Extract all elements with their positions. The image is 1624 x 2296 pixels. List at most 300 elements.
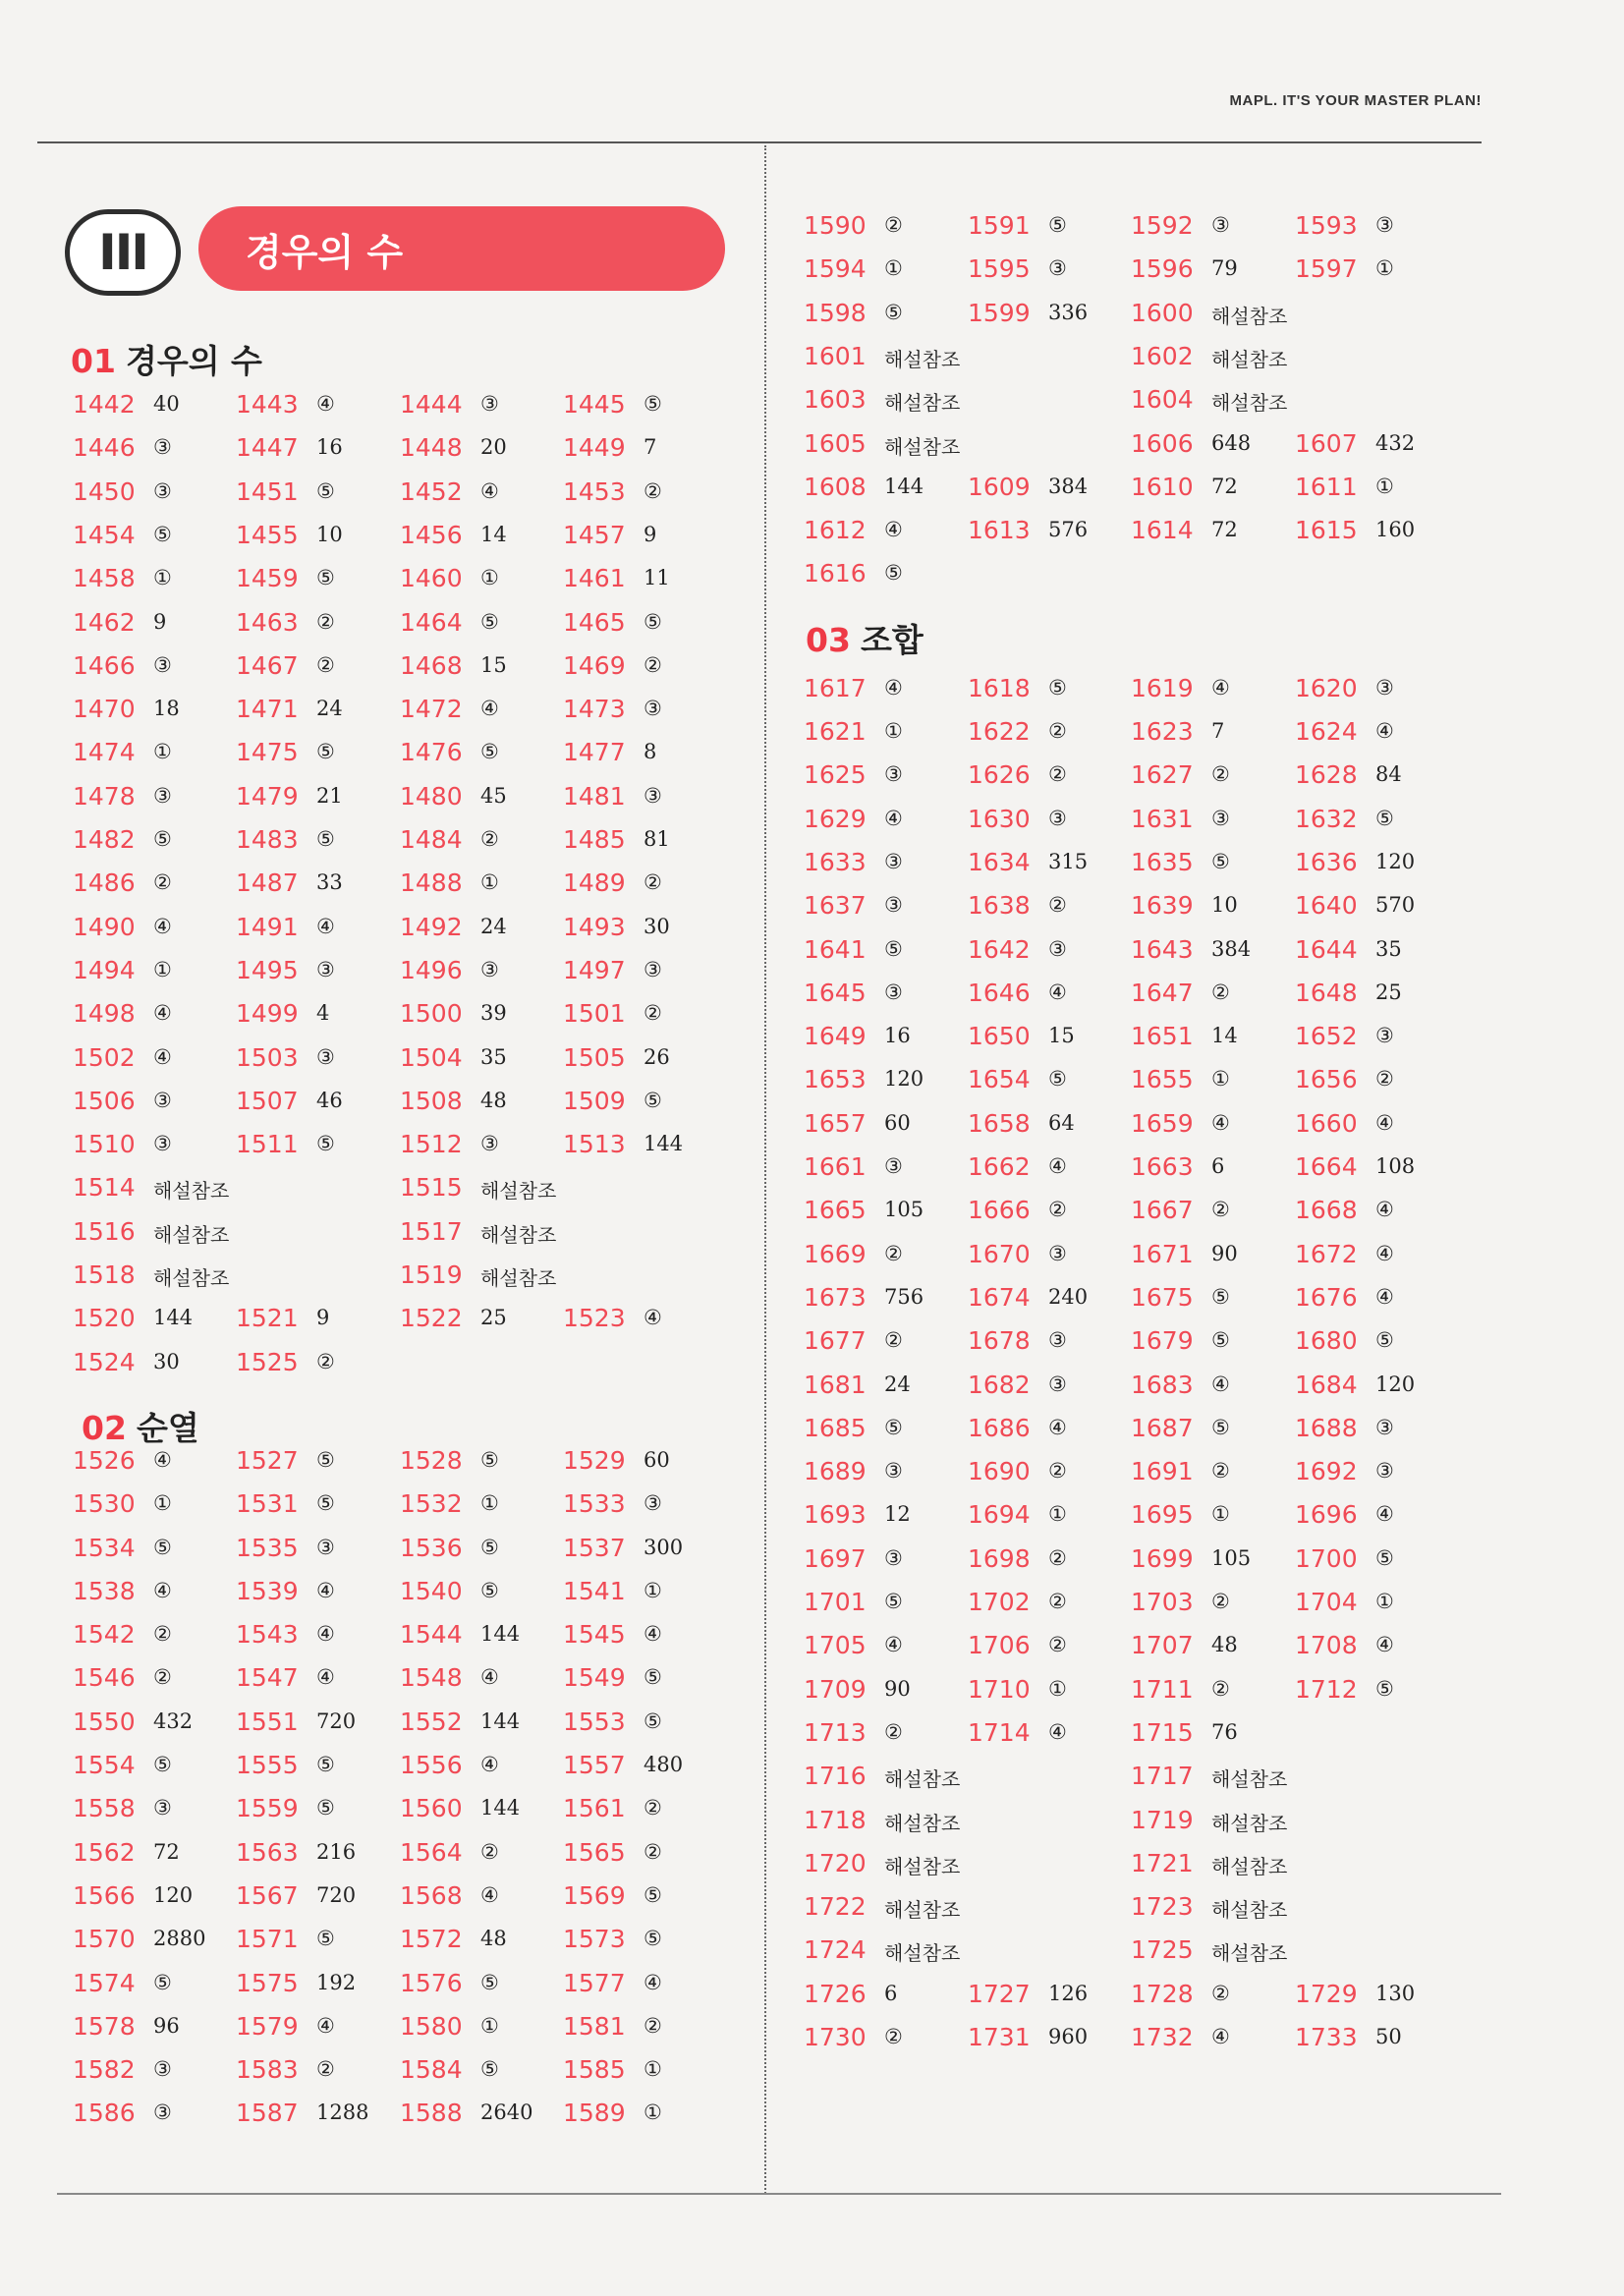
bottom-rule	[57, 2193, 1501, 2195]
answer-value: ②	[1048, 1633, 1067, 1657]
question-number: 1495	[236, 955, 299, 984]
answer-value: ②	[1375, 1067, 1394, 1092]
question-number: 1635	[1131, 847, 1194, 876]
answer-value: 50	[1375, 2025, 1402, 2048]
question-number: 1519	[400, 1260, 463, 1289]
question-number: 1457	[563, 520, 626, 549]
answer-value: 4	[316, 1001, 330, 1026]
answer-value: 108	[1375, 1154, 1416, 1178]
answer-value: ⑤	[153, 1753, 172, 1776]
answer-value: 15	[480, 652, 507, 677]
question-number: 1638	[968, 891, 1031, 921]
question-number: 1682	[968, 1370, 1031, 1399]
question-number: 1539	[236, 1576, 299, 1605]
question-number: 1636	[1295, 847, 1358, 876]
question-number: 1584	[400, 2055, 463, 2085]
question-number: 1617	[804, 673, 867, 702]
answer-value: ③	[1375, 213, 1394, 237]
answer-value: 6	[884, 1981, 898, 2005]
section-name: 경우의 수	[125, 342, 262, 380]
answer-value: 해설참조	[1211, 1941, 1288, 1966]
question-number: 1692	[1295, 1457, 1358, 1486]
answer-value: 39	[480, 1001, 507, 1026]
question-number: 1626	[968, 760, 1031, 790]
answer-value: 46	[316, 1088, 343, 1112]
answer-value: ②	[1048, 1459, 1067, 1484]
question-number: 1630	[968, 804, 1031, 833]
answer-value: ④	[153, 1578, 172, 1602]
question-number: 1689	[804, 1457, 867, 1486]
answer-value: 90	[884, 1676, 911, 1701]
question-number: 1622	[968, 717, 1031, 746]
answer-value: ⑤	[884, 936, 903, 961]
answer-value: ⑤	[480, 1535, 499, 1559]
question-number: 1490	[73, 912, 136, 941]
answer-value: 10	[316, 522, 343, 546]
question-number: 1520	[73, 1304, 136, 1333]
question-number: 1605	[804, 428, 867, 458]
question-number: 1523	[563, 1304, 626, 1333]
answer-value: ④	[316, 2013, 335, 2038]
answer-value: ②	[1048, 719, 1067, 743]
answer-value: ③	[153, 783, 172, 808]
answer-value: ⑤	[153, 1535, 172, 1559]
answer-value: ③	[480, 957, 499, 981]
question-number: 1459	[236, 564, 299, 593]
answer-value: ④	[1211, 1372, 1230, 1396]
question-number: 1582	[73, 2055, 136, 2085]
question-number: 1491	[236, 912, 299, 941]
question-number: 1721	[1131, 1848, 1194, 1877]
answer-value: 35	[480, 1044, 507, 1069]
answer-value: ③	[153, 435, 172, 460]
answer-value: 14	[1211, 1024, 1238, 1048]
answer-value: ③	[1048, 1328, 1067, 1353]
question-number: 1710	[968, 1674, 1031, 1704]
question-number: 1664	[1295, 1152, 1358, 1181]
question-number: 1681	[804, 1370, 867, 1399]
question-number: 1460	[400, 564, 463, 593]
answer-value: ④	[1375, 1198, 1394, 1222]
question-number: 1673	[804, 1282, 867, 1312]
question-number: 1588	[400, 2099, 463, 2128]
question-number: 1578	[73, 2011, 136, 2041]
answer-value: 해설참조	[1211, 304, 1288, 328]
answer-value: 48	[480, 1927, 507, 1951]
question-number: 1649	[804, 1022, 867, 1051]
answer-value: ①	[644, 2057, 662, 2082]
answer-value: 26	[644, 1044, 670, 1069]
question-number: 1494	[73, 955, 136, 984]
question-number: 1620	[1295, 673, 1358, 702]
answer-value: 45	[480, 783, 507, 808]
question-number: 1567	[236, 1880, 299, 1910]
question-number: 1481	[563, 781, 626, 811]
question-number: 1678	[968, 1326, 1031, 1356]
section-name: 순열	[136, 1409, 199, 1447]
question-number: 1503	[236, 1042, 299, 1072]
question-number: 1563	[236, 1837, 299, 1867]
question-number: 1671	[1131, 1239, 1194, 1268]
answer-value: 105	[884, 1198, 924, 1222]
answer-value: ④	[1375, 719, 1394, 743]
answer-value: 144	[153, 1306, 194, 1330]
question-number: 1447	[236, 433, 299, 463]
question-number: 1564	[400, 1837, 463, 1867]
answer-value: ③	[1211, 806, 1230, 830]
answer-value: 해설참조	[1211, 1811, 1288, 1835]
answer-value: 72	[1211, 518, 1238, 542]
answer-value: ③	[1375, 1415, 1394, 1439]
question-number: 1634	[968, 847, 1031, 876]
answer-value: ④	[1375, 1633, 1394, 1657]
question-number: 1580	[400, 2011, 463, 2041]
question-number: 1487	[236, 868, 299, 898]
answer-value: ⑤	[644, 1088, 662, 1112]
question-number: 1479	[236, 781, 299, 811]
answer-value: ⑤	[316, 827, 335, 851]
question-number: 1669	[804, 1239, 867, 1268]
question-number: 1647	[1131, 978, 1194, 1007]
question-number: 1611	[1295, 472, 1358, 501]
answer-value: 25	[480, 1306, 507, 1330]
answer-value: ②	[644, 652, 662, 677]
answer-value: ②	[1211, 1459, 1230, 1484]
answer-value: 해설참조	[1211, 347, 1288, 371]
question-number: 1715	[1131, 1717, 1194, 1747]
question-number: 1469	[563, 650, 626, 680]
answer-value: 432	[1375, 430, 1416, 455]
answer-value: ③	[153, 652, 172, 677]
question-number: 1680	[1295, 1326, 1358, 1356]
answer-value: ③	[480, 392, 499, 416]
question-number: 1600	[1131, 298, 1194, 327]
answer-value: 72	[1211, 474, 1238, 498]
answer-value: 21	[316, 783, 343, 808]
question-number: 1599	[968, 298, 1031, 327]
question-number: 1566	[73, 1880, 136, 1910]
answer-value: 144	[480, 1622, 521, 1647]
answer-value: ①	[884, 719, 903, 743]
answer-value: ②	[884, 2025, 903, 2048]
answer-value: 432	[153, 1708, 194, 1733]
question-number: 1513	[563, 1130, 626, 1159]
question-number: 1701	[804, 1588, 867, 1616]
question-number: 1668	[1295, 1196, 1358, 1225]
question-number: 1501	[563, 999, 626, 1029]
answer-value: 384	[1211, 936, 1252, 961]
question-number: 1551	[236, 1707, 299, 1736]
section-number: 02	[82, 1409, 127, 1447]
answer-value: ③	[316, 1535, 335, 1559]
question-number: 1732	[1131, 2023, 1194, 2051]
question-number: 1527	[236, 1445, 299, 1475]
answer-value: ②	[644, 1839, 662, 1864]
answer-value: ⑤	[1375, 1545, 1394, 1570]
question-number: 1545	[563, 1620, 626, 1650]
answer-value: 해설참조	[1211, 391, 1288, 416]
answer-value: ⑤	[644, 609, 662, 634]
answer-value: 해설참조	[153, 1179, 230, 1204]
question-number: 1633	[804, 847, 867, 876]
answer-value: ①	[153, 957, 172, 981]
answer-value: ⑤	[480, 1447, 499, 1472]
answer-value: ③	[644, 1491, 662, 1516]
question-number: 1722	[804, 1892, 867, 1922]
running-header: MAPL. IT'S YOUR MASTER PLAN!	[1229, 92, 1482, 109]
question-number: 1502	[73, 1042, 136, 1072]
answer-value: ⑤	[1211, 1415, 1230, 1439]
answer-value: 105	[1211, 1545, 1252, 1570]
answer-value: ③	[480, 1132, 499, 1156]
question-number: 1654	[968, 1065, 1031, 1094]
answer-value: ②	[1211, 1590, 1230, 1613]
answer-value: ⑤	[884, 561, 903, 586]
section-title-01	[71, 336, 262, 382]
question-number: 1508	[400, 1086, 463, 1115]
question-number: 1598	[804, 298, 867, 327]
question-number: 1538	[73, 1576, 136, 1605]
question-number: 1462	[73, 607, 136, 637]
question-number: 1643	[1131, 934, 1194, 964]
question-number: 1677	[804, 1326, 867, 1356]
question-number: 1467	[236, 650, 299, 680]
answer-value: 24	[884, 1372, 911, 1396]
question-number: 1444	[400, 390, 463, 419]
question-number: 1529	[563, 1445, 626, 1475]
question-number: 1590	[804, 211, 867, 240]
question-number: 1500	[400, 999, 463, 1029]
question-number: 1717	[1131, 1762, 1194, 1791]
question-number: 1525	[236, 1347, 299, 1376]
question-number: 1707	[1131, 1631, 1194, 1660]
question-number: 1587	[236, 2099, 299, 2128]
question-number: 1556	[400, 1751, 463, 1779]
question-number: 1518	[73, 1260, 136, 1289]
question-number: 1631	[1131, 804, 1194, 833]
question-number: 1452	[400, 476, 463, 506]
answer-value: ②	[480, 827, 499, 851]
answer-value: ④	[1048, 1154, 1067, 1178]
question-number: 1531	[236, 1489, 299, 1519]
question-number: 1686	[968, 1413, 1031, 1442]
answer-value: ⑤	[153, 1970, 172, 1994]
question-number: 1540	[400, 1576, 463, 1605]
question-number: 1603	[804, 385, 867, 415]
answer-value: ④	[480, 1665, 499, 1690]
answer-value: ⑤	[644, 392, 662, 416]
question-number: 1547	[236, 1663, 299, 1693]
question-number: 1521	[236, 1304, 299, 1333]
answer-value: ④	[644, 1306, 662, 1330]
answer-value: ①	[1375, 1590, 1394, 1613]
question-number: 1607	[1295, 428, 1358, 458]
answer-value: ⑤	[316, 478, 335, 503]
answer-value: 해설참조	[884, 1941, 961, 1966]
answer-value: ⑤	[153, 522, 172, 546]
question-number: 1475	[236, 738, 299, 767]
question-number: 1725	[1131, 1935, 1194, 1965]
question-number: 1526	[73, 1445, 136, 1475]
question-number: 1652	[1295, 1022, 1358, 1051]
answer-value: ②	[644, 478, 662, 503]
question-number: 1698	[968, 1543, 1031, 1573]
answer-value: ④	[316, 1665, 335, 1690]
answer-value: ③	[644, 697, 662, 721]
question-number: 1593	[1295, 211, 1358, 240]
question-number: 1597	[1295, 254, 1358, 284]
answer-value: ⑤	[316, 1753, 335, 1776]
question-number: 1662	[968, 1152, 1031, 1181]
question-number: 1703	[1131, 1588, 1194, 1616]
question-number: 1478	[73, 781, 136, 811]
question-number: 1699	[1131, 1543, 1194, 1573]
question-number: 1579	[236, 2011, 299, 2041]
question-number: 1559	[236, 1794, 299, 1823]
answer-value: ②	[316, 1349, 335, 1373]
question-number: 1660	[1295, 1108, 1358, 1138]
answer-value: 120	[1375, 849, 1416, 873]
section-title-03	[806, 615, 924, 661]
answer-value: ⑤	[316, 566, 335, 590]
answer-value: ②	[316, 609, 335, 634]
question-number: 1505	[563, 1042, 626, 1072]
question-number: 1684	[1295, 1370, 1358, 1399]
question-number: 1458	[73, 564, 136, 593]
answer-value: ③	[644, 957, 662, 981]
answer-value: ②	[884, 213, 903, 237]
question-number: 1591	[968, 211, 1031, 240]
question-number: 1658	[968, 1108, 1031, 1138]
answer-value: ⑤	[884, 300, 903, 324]
answer-value: 1288	[316, 2100, 369, 2125]
question-number: 1543	[236, 1620, 299, 1650]
question-number: 1687	[1131, 1413, 1194, 1442]
question-number: 1542	[73, 1620, 136, 1650]
answer-value: ⑤	[1211, 1284, 1230, 1309]
answer-value: ⑤	[480, 1578, 499, 1602]
question-number: 1589	[563, 2099, 626, 2128]
question-number: 1510	[73, 1130, 136, 1159]
answer-value: ③	[884, 1545, 903, 1570]
question-number: 1659	[1131, 1108, 1194, 1138]
answer-value: ④	[884, 1633, 903, 1657]
question-number: 1608	[804, 472, 867, 501]
question-number: 1573	[563, 1925, 626, 1954]
answer-value: ④	[480, 1882, 499, 1907]
question-number: 1558	[73, 1794, 136, 1823]
answer-value: ④	[153, 1044, 172, 1069]
answer-value: 120	[153, 1882, 194, 1907]
question-number: 1548	[400, 1663, 463, 1693]
question-number: 1705	[804, 1631, 867, 1660]
answer-value: ⑤	[884, 1415, 903, 1439]
question-number: 1528	[400, 1445, 463, 1475]
question-number: 1706	[968, 1631, 1031, 1660]
answer-value: ③	[884, 1154, 903, 1178]
answer-value: ④	[480, 697, 499, 721]
question-number: 1577	[563, 1968, 626, 1997]
answer-value: ④	[1048, 980, 1067, 1004]
question-number: 1606	[1131, 428, 1194, 458]
question-number: 1477	[563, 738, 626, 767]
question-number: 1565	[563, 1837, 626, 1867]
answer-value: 64	[1048, 1110, 1075, 1135]
question-number: 1530	[73, 1489, 136, 1519]
question-number: 1694	[968, 1500, 1031, 1530]
answer-value: ②	[1211, 1676, 1230, 1701]
answer-value: ③	[644, 783, 662, 808]
answer-value: 11	[644, 566, 670, 590]
question-number: 1561	[563, 1794, 626, 1823]
question-number: 1621	[804, 717, 867, 746]
question-number: 1604	[1131, 385, 1194, 415]
question-number: 1456	[400, 520, 463, 549]
answer-value: 30	[153, 1349, 180, 1373]
question-number: 1655	[1131, 1065, 1194, 1094]
answer-value: 30	[644, 914, 670, 938]
answer-value: 14	[480, 522, 507, 546]
question-number: 1446	[73, 433, 136, 463]
question-number: 1702	[968, 1588, 1031, 1616]
answer-value: ③	[316, 957, 335, 981]
answer-value: ⑤	[316, 1132, 335, 1156]
answer-value: 84	[1375, 762, 1402, 787]
question-number: 1596	[1131, 254, 1194, 284]
question-number: 1463	[236, 607, 299, 637]
question-number: 1482	[73, 825, 136, 854]
answer-value: ④	[1375, 1110, 1394, 1135]
answer-value: 720	[316, 1882, 357, 1907]
question-number: 1712	[1295, 1674, 1358, 1704]
question-number: 1695	[1131, 1500, 1194, 1530]
answer-value: ②	[1048, 762, 1067, 787]
question-number: 1585	[563, 2055, 626, 2085]
answer-value: 315	[1048, 849, 1089, 873]
chapter-number-badge	[65, 209, 181, 296]
question-number: 1615	[1295, 516, 1358, 545]
answer-value: 570	[1375, 893, 1416, 918]
answer-value: ⑤	[1211, 1328, 1230, 1353]
question-number: 1575	[236, 1968, 299, 1997]
answer-value: 336	[1048, 300, 1089, 324]
answer-value: ⑤	[316, 740, 335, 764]
answer-value: 48	[1211, 1633, 1238, 1657]
question-number: 1625	[804, 760, 867, 790]
question-number: 1586	[73, 2099, 136, 2128]
answer-value: ③	[1048, 256, 1067, 281]
answer-value: ④	[316, 392, 335, 416]
answer-value: 해설참조	[884, 1898, 961, 1923]
question-number: 1693	[804, 1500, 867, 1530]
answer-value: 해설참조	[1211, 1767, 1288, 1792]
answer-value: 96	[153, 2013, 180, 2038]
answer-value: ①	[153, 566, 172, 590]
question-number: 1512	[400, 1130, 463, 1159]
answer-value: 648	[1211, 430, 1252, 455]
answer-value: ③	[153, 1796, 172, 1820]
answer-value: ④	[1048, 1415, 1067, 1439]
answer-value: 144	[480, 1708, 521, 1733]
question-number: 1688	[1295, 1413, 1358, 1442]
answer-value: ②	[644, 1001, 662, 1026]
answer-value: ⑤	[1375, 806, 1394, 830]
question-number: 1714	[968, 1717, 1031, 1747]
question-number: 1488	[400, 868, 463, 898]
answer-value: 24	[480, 914, 507, 938]
answer-value: 48	[480, 1088, 507, 1112]
answer-value: 해설참조	[884, 391, 961, 416]
